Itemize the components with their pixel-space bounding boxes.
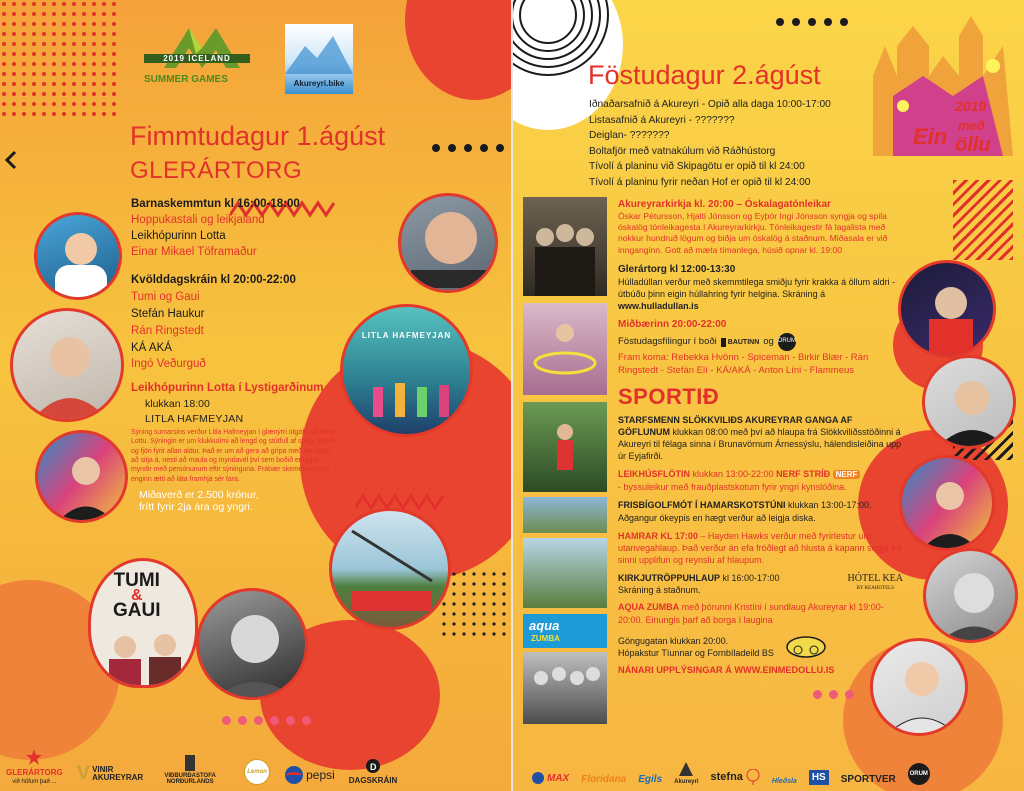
amp-text: & xyxy=(130,587,143,605)
hamrar-item xyxy=(618,530,903,566)
left-page xyxy=(0,0,511,791)
sponsor-logo: D DAGSKRÁIN xyxy=(349,758,397,785)
barna-heading: Barnaskemmtun kl 16:00-18:00 xyxy=(131,198,300,210)
kirkjutroppu-heading: KIRKJUTRÖPPUHLAUP xyxy=(618,573,721,584)
sponsor-logo: V VINIR AKUREYRAR xyxy=(76,762,144,784)
barna-item: Leikhópurinn Lotta xyxy=(131,230,226,243)
kirkjutroppu-time: kl 16:00-17:00 xyxy=(720,573,780,584)
mermaid-show-photo xyxy=(340,304,473,437)
trio-singers-photo xyxy=(523,197,607,296)
frisbee-photo xyxy=(523,497,607,533)
intro-item: Tívolí á planinu við Skipagötu er opið til kl 24:00 xyxy=(589,161,805,173)
sponsor-logo: MAX xyxy=(531,771,569,785)
leikhus-description: - byssuleikur með frauðplastskotum fyrir yngri kynslóðina. xyxy=(618,482,847,493)
day-title: Föstudagur 2.ágúst xyxy=(588,60,821,90)
glerartorg-heading: Glerártorg kl 12:00-13:30 xyxy=(618,263,736,275)
funfair-photo xyxy=(329,508,451,630)
pepsi-icon xyxy=(284,765,304,785)
hotel-kea-logo xyxy=(848,572,903,596)
dot-grid-decor xyxy=(440,570,510,640)
hamrar-text: – Hayden Hawks verður með fyrirlestur um utanvegahlaup. Það verður án efa fróðlegt að hlusta á kapann segja frá sinni upplifun og reynslu af hlaupum. xyxy=(618,530,902,565)
day-title: Fimmtudagur 1.ágúst xyxy=(130,121,386,151)
sponsor-logo: Akureyri xyxy=(674,761,698,785)
summer-games-logo xyxy=(144,24,250,100)
leikhus-heading: LEIKHÚSFLÖTIN xyxy=(618,469,690,480)
sponsor-logo: GLERÁRTORG við höfum það ... xyxy=(6,748,63,785)
right-page xyxy=(513,0,1024,791)
intro-item: Iðnaðarsafnið á Akureyri - Opið alla daga 10:00-17:00 xyxy=(589,99,831,110)
hoodie-photo xyxy=(10,308,124,422)
barna-section xyxy=(131,196,300,260)
kirkja-description: Óskar Pétursson, Hjalti Jónsson og Eyþór Ingi Jónsson syngja og spila óskalög tónleikagesta í Akureyrarkirkju. Tónleikagestir fá lagalista með nokkur hundruð lögum og biðja um óskalög á staðnum. Miðasala er við innganginn. Gott að mæta tímanlega, húsið opnar kl. 19:00 xyxy=(618,211,888,255)
lotta-description: Sýning sumarsins verður Litla Hafmeyjan í glænýrri útgáfu að hætti Lottu. Sýningin er um klukkutími að lengd og stútfull af söng, sprelli og fjöri fyrir allan aldur. Það er um að gera að grípa með sér teppi að sitja á, nesti að maula og myndavél því sem boðið er uppá myndir með persónunum eftir sýninguna. Frábær skemmtun sem enginn ætti að láta framhjá sér fara. xyxy=(131,429,335,483)
aquazumba-text: með þórunni Kristíni í sundlaug Akureyrar kl 19:00-20:00. Einungis þarf að borga í laugina xyxy=(618,602,884,625)
ein-med-ollu-badge xyxy=(863,6,1023,166)
badge-ein: Ein xyxy=(913,124,948,149)
a-mark-icon xyxy=(678,761,694,777)
dagskrain-icon xyxy=(365,758,381,774)
aquazumba-heading: AQUA ZUMBA xyxy=(618,602,680,613)
dot-row-decor xyxy=(432,144,504,152)
mermaid-show-caption: LITLA HAFMEYJAN xyxy=(361,331,452,340)
hula-hoop-photo xyxy=(523,303,607,395)
lotta-price-free: frítt fyrir 2ja ára og yngri. xyxy=(139,500,253,513)
venue-title: GLERÁRTORG xyxy=(130,157,303,184)
glerartorg-text: Húlladúllan verður með skemmtilega smiðju fyrir krakka á öllum aldri - útbúðu þinn eigin húllahring fyrir helgina. Skráning á xyxy=(618,276,896,299)
kirkjutroppu-item xyxy=(618,572,903,596)
slokkvilid-text: klukkan 08:00 með því að hlaupa frá Slökkviliðsstöðinni á Akureyri til félaga sinna í Brunavörnum Árnessýslu, hálendisleiðina upp úr Eyjafirði. xyxy=(618,427,902,462)
sponsor-logo: HS xyxy=(809,770,829,785)
sponsor-logo: Egils xyxy=(638,774,663,785)
hulladullan-link[interactable]: www.hulladullan.is xyxy=(618,300,699,311)
decor-blob xyxy=(405,0,511,100)
motorcycle-icon xyxy=(786,636,826,658)
intro-item: Deiglan- ??????? xyxy=(589,130,670,142)
more-info-link[interactable]: NÁNARI UPPLÝSINGAR Á WWW.EINMEDOLLU.IS xyxy=(618,664,835,675)
kvold-item: Tumi og Gaui xyxy=(131,290,200,303)
midbaer-line1: Föstudagsfílingur í boði xyxy=(618,335,717,347)
tumi-gaui-photo xyxy=(88,558,198,688)
zumba-logo-text: ZUMBA xyxy=(531,634,560,643)
events-column xyxy=(618,198,903,677)
badge-ollu: öllu xyxy=(955,134,991,156)
hotel-kea-name: HÓTEL KEA xyxy=(847,573,903,585)
building-icon xyxy=(183,753,197,771)
guitar-man-photo xyxy=(398,193,498,293)
star-icon xyxy=(25,748,43,766)
mountain-bike-icon xyxy=(285,24,353,74)
leikhus-time: klukkan 13:00-22:00 xyxy=(690,469,777,480)
orum-logo: ORUM xyxy=(778,333,796,351)
slokkvilid-heading: STARFSMENN SLÖKKVILIÐS AKUREYRAR GANGA AF GÖFLUNUM xyxy=(618,414,853,438)
aquazumba-item xyxy=(618,601,903,625)
glerartorg-description xyxy=(618,276,903,312)
intro-item: Listasafnið á Akureyri - ??????? xyxy=(589,114,735,126)
nerf-tag: NERF STRÍÐ xyxy=(776,469,831,480)
sponsor-logo: Lemon xyxy=(244,759,270,785)
left-sponsor-row xyxy=(6,748,397,785)
hotel-kea-sub: BY KEAHOTELS xyxy=(856,585,894,591)
intro-item: Tívolí á planinu fyrir neðan Hof er opið til kl 24:00 xyxy=(589,177,811,189)
gongugatan-item xyxy=(618,635,903,659)
frisbi-text: klukkan 13:00-17:00. Aðgangur ókeypis en hægt verður að leigja diska. xyxy=(618,500,872,523)
intro-item: Boltafjör með vatnakúlum við Ráðhústorg xyxy=(589,145,776,157)
leikhus-item xyxy=(618,468,903,493)
kvold-item: KÁ AKÁ xyxy=(131,341,172,354)
barna-item: Einar Mikael Töframaður xyxy=(131,246,257,259)
dot-grid-decor xyxy=(0,0,120,120)
girl-graffiti-photo xyxy=(35,430,128,523)
sponsor-logo: VIÐBURÐASTOFA NORÐURLANDS xyxy=(150,753,230,785)
intro-list xyxy=(589,97,831,191)
svg-text:D: D xyxy=(370,762,377,772)
trail-runner-photo xyxy=(523,538,607,608)
runner-forest-photo xyxy=(523,402,607,492)
right-sponsor-row xyxy=(531,761,930,785)
pink-dot-row-decor xyxy=(222,716,311,725)
badge-year: 2019 xyxy=(955,98,987,114)
summer-games-name: SUMMER GAMES xyxy=(144,74,228,85)
singer-portrait-photo xyxy=(196,588,308,700)
band-photo xyxy=(523,652,607,724)
frisbi-item xyxy=(618,499,903,523)
girl-graffiti-photo-2 xyxy=(899,455,995,551)
slokkvilid-item xyxy=(618,414,903,463)
lotta-show: LITLA HAFMEYJAN xyxy=(145,413,244,425)
summer-games-year: 2019 ICELAND xyxy=(144,54,250,63)
pepsi-max-icon xyxy=(531,771,545,785)
chevron-left-icon[interactable] xyxy=(4,150,18,170)
sponsor-logo: Hleðsla xyxy=(771,778,797,785)
sponsor-logo: SPORTVER xyxy=(840,774,896,785)
aqua-logo-text: aqua xyxy=(529,618,560,633)
gongugatan-line1: Göngugatan klukkan 20:00. xyxy=(618,635,729,646)
lotta-time: klukkan 18:00 xyxy=(145,398,210,410)
barna-item: Hoppukastali og leikjaland xyxy=(131,214,265,227)
sponsor-logo: stefna xyxy=(711,769,760,785)
sport-title: SPORTIÐ xyxy=(618,384,720,410)
sponsor-logo: pepsi xyxy=(284,765,335,785)
kvold-item: Rán Ringstedt xyxy=(131,324,204,337)
aqua-zumba-logo-photo xyxy=(523,614,607,648)
badge-med: með xyxy=(958,118,985,133)
sponsor-logo: Floridana xyxy=(581,774,627,785)
akureyri-bike-logo xyxy=(285,24,353,94)
lotta-heading: Leikhópurinn Lotta í Lystigarðinum xyxy=(131,382,324,394)
midbaer-heading: Miðbærinn 20:00-22:00 xyxy=(618,319,727,331)
kvold-section xyxy=(131,272,296,373)
frisbi-heading: FRISBÍGOLFMÓT Í HAMARSKOTSTÚNI xyxy=(618,500,786,511)
hoodie-guy-photo xyxy=(922,355,1016,449)
magician-photo xyxy=(34,212,122,300)
stripes-decor xyxy=(953,180,1013,260)
midbaer-sponsor-line xyxy=(618,333,903,351)
lotta-section xyxy=(131,382,336,513)
bautinn-logo: BAUTINN xyxy=(721,338,760,347)
v-icon: V xyxy=(76,762,91,784)
akureyri-bike-label: Akureyri.bike xyxy=(293,79,345,88)
kirkjutroppu-registration: Skráning á staðnum. xyxy=(618,585,701,596)
kvold-item: Ingó Veðurguð xyxy=(131,358,206,371)
nerf-logo: NERF xyxy=(833,470,861,479)
pink-dot-row-decor xyxy=(813,690,854,699)
kirkja-heading: Akureyrarkirkja kl. 20:00 – Óskalagatónleikar xyxy=(618,199,831,210)
performer-photo xyxy=(898,260,996,358)
young-man-photo xyxy=(923,548,1018,643)
gongugatan-line2: Hópakstur Tíunnar og Fornbíladeild BS xyxy=(618,647,774,658)
kvold-heading: Kvölddagskráin kl 20:00-22:00 xyxy=(131,274,296,286)
balloon-icon xyxy=(746,769,760,785)
sponsor-logo: ORUM xyxy=(908,763,930,785)
gaui-text: GAUI xyxy=(113,599,161,621)
og-text: og xyxy=(763,335,774,347)
lotta-price: Miðaverð er 2.500 krónur, xyxy=(139,488,259,501)
midbaer-description: Fram koma: Rebekka Hvönn - Spiceman - Birkir Blær - Rán Ringstedt - Stefán Elí - KÁ/AKÁ - Anton Líni - Flammeus xyxy=(618,352,869,377)
kvold-item: Stefán Haukur xyxy=(131,307,205,320)
tumi-text: TUMI xyxy=(113,570,160,591)
hamrar-heading: HAMRAR KL 17:00 xyxy=(618,530,698,541)
dot-row-decor xyxy=(776,18,848,26)
